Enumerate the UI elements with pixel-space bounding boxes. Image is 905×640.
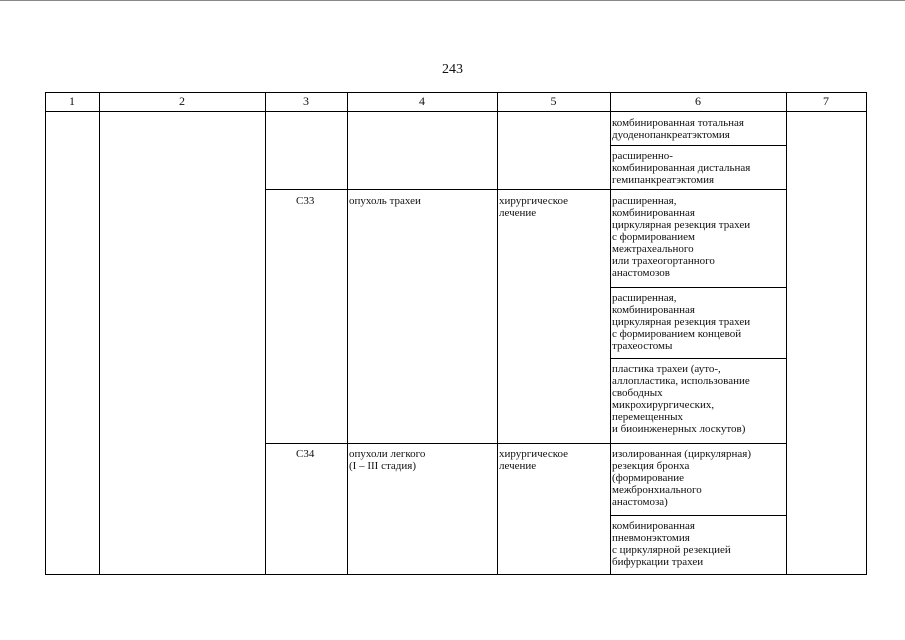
header-col-1: 1 [69, 94, 75, 108]
table-col-border [786, 92, 787, 575]
header-col-3: 3 [303, 94, 309, 108]
method-cell: комбинированная пневмонэктомия с циркулярной резекцией бифуркации трахеи [612, 520, 731, 568]
table-col-border [497, 92, 498, 575]
treatment-type: хирургическое лечение [499, 448, 569, 472]
header-col-7: 7 [823, 94, 829, 108]
table-col-border [99, 92, 100, 575]
table-rule [610, 358, 786, 359]
table-col-border [265, 92, 266, 575]
table-rule-bottom [45, 574, 867, 575]
table-rule [610, 145, 786, 146]
method-cell: изолированная (циркулярная) резекция бронха (формирование межбронхиального анастомоза) [612, 448, 751, 508]
method-cell: комбинированная тотальная дуоденопанкреатэктомия [612, 117, 744, 141]
page-number: 243 [442, 62, 463, 77]
table-rule-top [45, 92, 867, 93]
diagnosis-name: опухоль трахеи [349, 195, 421, 207]
diagnosis-code: C34 [296, 448, 315, 460]
header-col-4: 4 [419, 94, 425, 108]
diagnosis-code: C33 [296, 195, 315, 207]
header-col-5: 5 [550, 94, 557, 108]
table-col-border [610, 92, 611, 575]
table-rule [610, 287, 786, 288]
diagnosis-name: опухоли легкого (I – III стадия) [349, 448, 426, 472]
method-cell: расширенная, комбинированная циркулярная резекция трахеи с формированием межтрахеального или трахеогортанного анастомозов [612, 195, 751, 279]
table-rule [610, 515, 786, 516]
table-rule [265, 189, 786, 190]
header-col-6: 6 [695, 94, 701, 108]
table-rule-header [45, 111, 867, 112]
treatment-type: хирургическое лечение [499, 195, 569, 219]
table-col-border [45, 92, 46, 575]
method-cell: расширенно- комбинированная дистальная гемипанкреатэктомия [612, 150, 751, 186]
header-col-2: 2 [179, 94, 185, 108]
method-cell: расширенная, комбинированная циркулярная резекция трахеи с формированием концевой трахеостомы [612, 292, 751, 352]
table-col-border [866, 92, 867, 575]
method-cell: пластика трахеи (ауто-, аллопластика, использование свободных микрохирургических, перемещенных и биоинженерных лоскутов) [612, 363, 750, 435]
table-rule [265, 443, 786, 444]
table-col-border [347, 92, 348, 575]
scan-edge-line [0, 0, 905, 1]
